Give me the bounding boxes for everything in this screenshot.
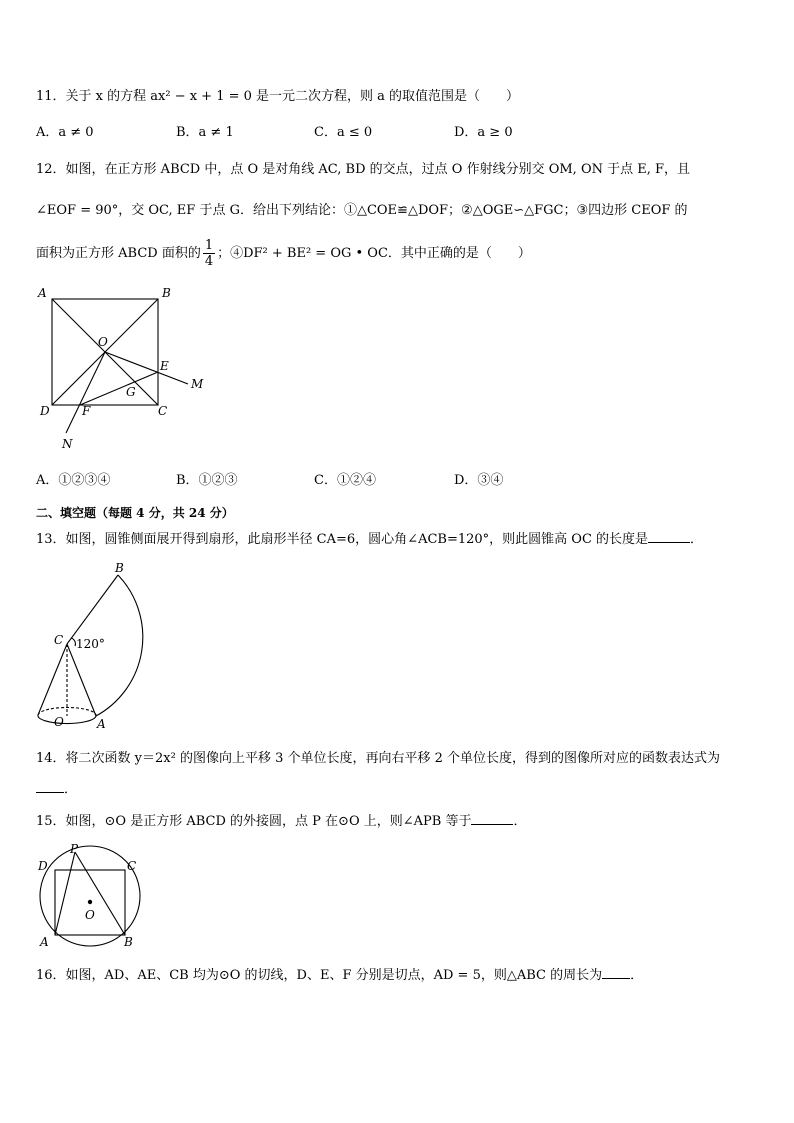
q15-label-a: A: [40, 935, 49, 949]
q15-end: ．: [513, 814, 527, 829]
q15-center-dot: [88, 900, 92, 904]
q15-text: [36, 812, 526, 831]
q13-label-c: C: [54, 633, 64, 647]
q12-option-a: A．①②③④: [36, 473, 111, 488]
q12-ray-om: [105, 352, 188, 384]
q12-line3: [36, 236, 531, 272]
q12-line1: 12．如图，在正方形 ABCD 中，点 O 是对角线 AC, BD 的交点，过点 O 作射线分别交 OM, ON 于点 E, F，且: [36, 162, 691, 177]
q11-stem: 11．关于 x 的方程 ax² − x + 1 = 0 是一元二次方程，则 a 的取值范围是（ ）: [36, 89, 520, 104]
q13-radius-cb: [67, 575, 118, 644]
q15-label-d: D: [38, 859, 48, 873]
q16-text: [36, 966, 643, 985]
q12-label-b: B: [162, 286, 171, 300]
q12-frac-den: 4: [204, 254, 214, 269]
q15-line-pb: [75, 852, 125, 935]
q15-blank: [471, 812, 513, 825]
q12-ray-on: [66, 352, 105, 433]
q12-figure: [30, 280, 220, 455]
q13-cone-right: [67, 644, 96, 716]
q12-label-o: O: [98, 335, 108, 349]
q14-line1: 14．将二次函数 y＝2x² 的图像向上平移 3 个单位长度，再向右平移 2 个单位长度，得到的图像所对应的函数表达式为: [36, 751, 721, 766]
q13-blank: [648, 530, 690, 543]
q15-label-o: O: [85, 908, 95, 922]
q12-frac-num: 1: [204, 238, 214, 253]
q11-option-d: D．a ≥ 0: [454, 125, 513, 140]
q15-line-pa: [55, 852, 75, 935]
q13-figure: [30, 558, 170, 733]
q11-option-b: B．a ≠ 1: [176, 125, 234, 140]
q12-label-n: N: [62, 437, 73, 451]
q12-fraction: [203, 238, 215, 269]
q12-line3-b: ；④DF² + BE² = OG • OC．其中正确的是（ ）: [217, 246, 531, 261]
q14-blank: [36, 780, 64, 793]
q15-stem: 15．如图，⊙O 是正方形 ABCD 的外接圆，点 P 在⊙O 上，则∠APB 等于: [36, 814, 472, 829]
q14-line2: [36, 780, 77, 799]
q12-label-c: C: [158, 404, 168, 418]
q13-label-b: B: [115, 561, 124, 575]
q12-label-d: D: [40, 404, 50, 418]
q14-end: ．: [64, 782, 78, 797]
q12-option-c: C．①②④: [314, 473, 376, 488]
q16-stem: 16．如图，AD、AE、CB 均为⊙O 的切线，D、E、F 分别是切点，AD = 5，则△ABC 的周长为: [36, 968, 603, 983]
q12-line3-a: 面积为正方形 ABCD 面积的: [36, 246, 201, 261]
q13-stem: 13．如图，圆锥侧面展开得到扇形，此扇形半径 CA=6，圆心角∠ACB=120°，则此圆锥高 OC 的长度是: [36, 532, 649, 547]
q15-figure: [30, 840, 150, 950]
q12-option-d: D．③④: [454, 473, 504, 488]
q15-label-b: B: [124, 935, 133, 949]
q12-label-g: G: [126, 385, 136, 399]
q12-label-e: E: [160, 359, 169, 373]
q13-angle-mark: [71, 638, 75, 646]
q12-segment-ef: [80, 372, 158, 405]
q16-blank: [602, 966, 630, 979]
q11-option-a: A．a ≠ 0: [36, 125, 94, 140]
q16-end: ．: [630, 968, 644, 983]
section-title: 二、填空题（每题 4 分，共 24 分）: [36, 506, 234, 520]
q13-label-a: A: [97, 717, 106, 731]
q12-line2: ∠EOF = 90°，交 OC, EF 于点 G．给出下列结论：①△COE≌△DOF；②△OGE∽△FGC；③四边形 CEOF 的: [36, 203, 688, 218]
q12-label-a: A: [38, 286, 47, 300]
q13-base-front: [38, 715, 96, 724]
q12-option-b: B．①②③: [176, 473, 238, 488]
q13-label-o: O: [54, 715, 64, 729]
q13-end: ．: [690, 532, 704, 547]
q15-label-p: P: [70, 842, 79, 856]
q13-cone-left: [38, 644, 67, 715]
q11-option-c: C．a ≤ 0: [314, 125, 373, 140]
q12-label-m: M: [191, 377, 204, 391]
q13-angle-label: 120°: [76, 637, 105, 651]
q13-text: [36, 530, 703, 549]
q15-label-c: C: [127, 859, 137, 873]
q12-label-f: F: [82, 404, 91, 418]
